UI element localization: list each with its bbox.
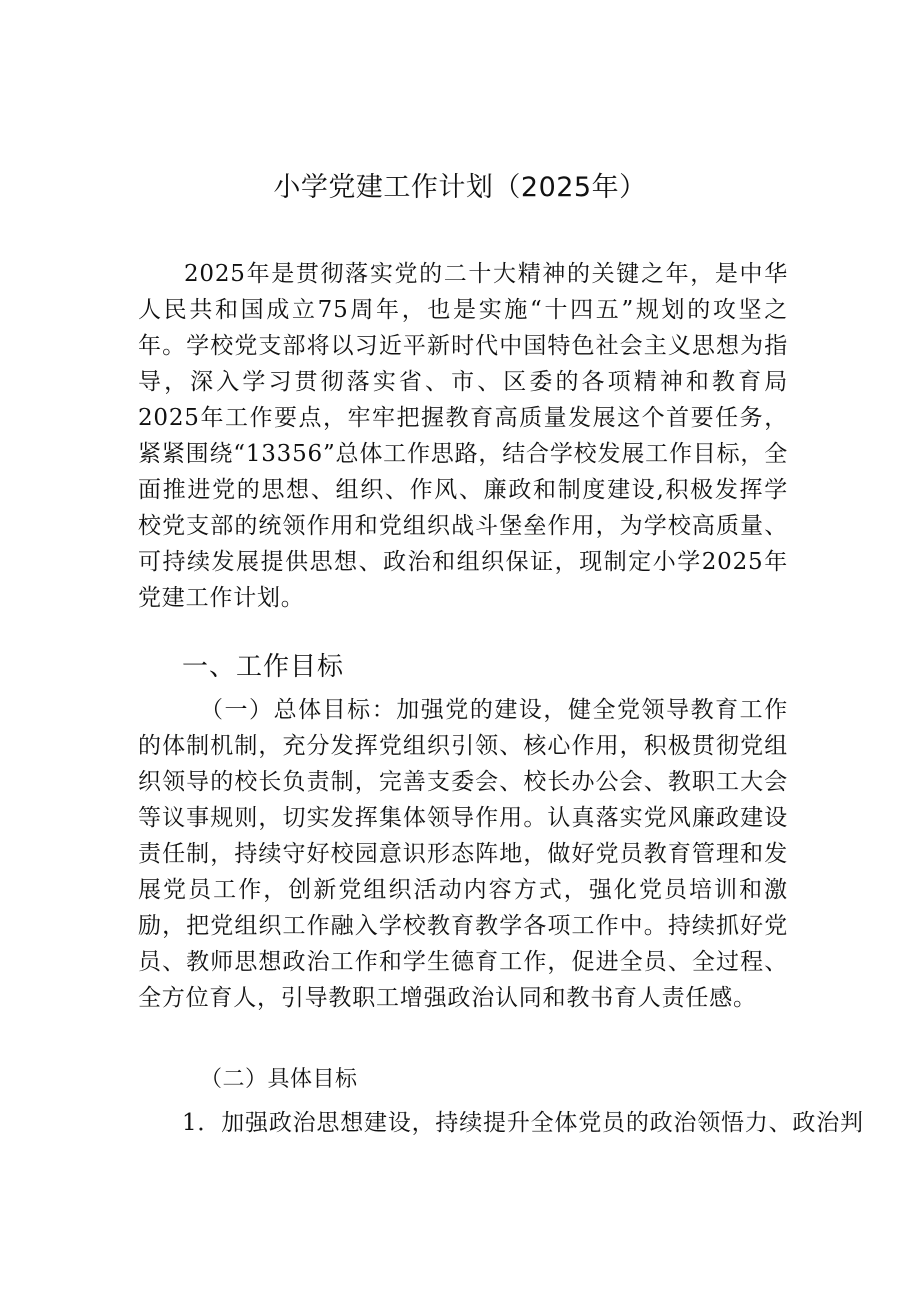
- document-title: 小学党建工作计划（2025年）: [273, 172, 647, 203]
- overall-goal-paragraph: （一）总体目标：加强党的建设，健全党领导教育工作的体制机制，充分发挥党组织引领、核心作用，积极贯彻党组织领导的校长负责制，完善支委会、校长办公会、教职工大会等议事规则，切实发挥集体领导作用。认真落实党风廉政建设责任制，持续守好校园意识形态阵地，做好党员教育管理和发展党员工作，创新党组织活动内容方式，强化党员培训和激励，把党组织工作融入学校教育教学各项工作中。持续抓好党员、教师思想政治工作和学生德育工作，促进全员、全过程、全方位育人，引导教职工增强政治认同和教书育人责任感。: [138, 697, 788, 1011]
- intro-paragraph: 2025年是贯彻落实党的二十大精神的关键之年，是中华人民共和国成立75周年，也是实施“十四五”规划的攻坚之年。学校党支部将以习近平新时代中国特色社会主义思想为指导，深入学习贯彻落实省、市、区委的各项精神和教育局2025年工作要点，牢牢把握教育高质量发展这个首要任务，紧紧围绕“13356”总体工作思路，结合学校发展工作目标，全面推进党的思想、组织、作风、廉政和制度建设,积极发挥学校党支部的统领作用和党组织战斗堡垒作用，为学校高质量、可持续发展提供思想、政治和组织保证，现制定小学2025年党建工作计划。: [138, 261, 788, 611]
- specific-goal-item-1: 1．加强政治思想建设，持续提升全体党员的政治领悟力、政治判: [182, 1110, 864, 1136]
- section-heading-work-goals: 一、工作目标: [182, 652, 345, 682]
- specific-goal-heading: （二）具体目标: [200, 1067, 358, 1092]
